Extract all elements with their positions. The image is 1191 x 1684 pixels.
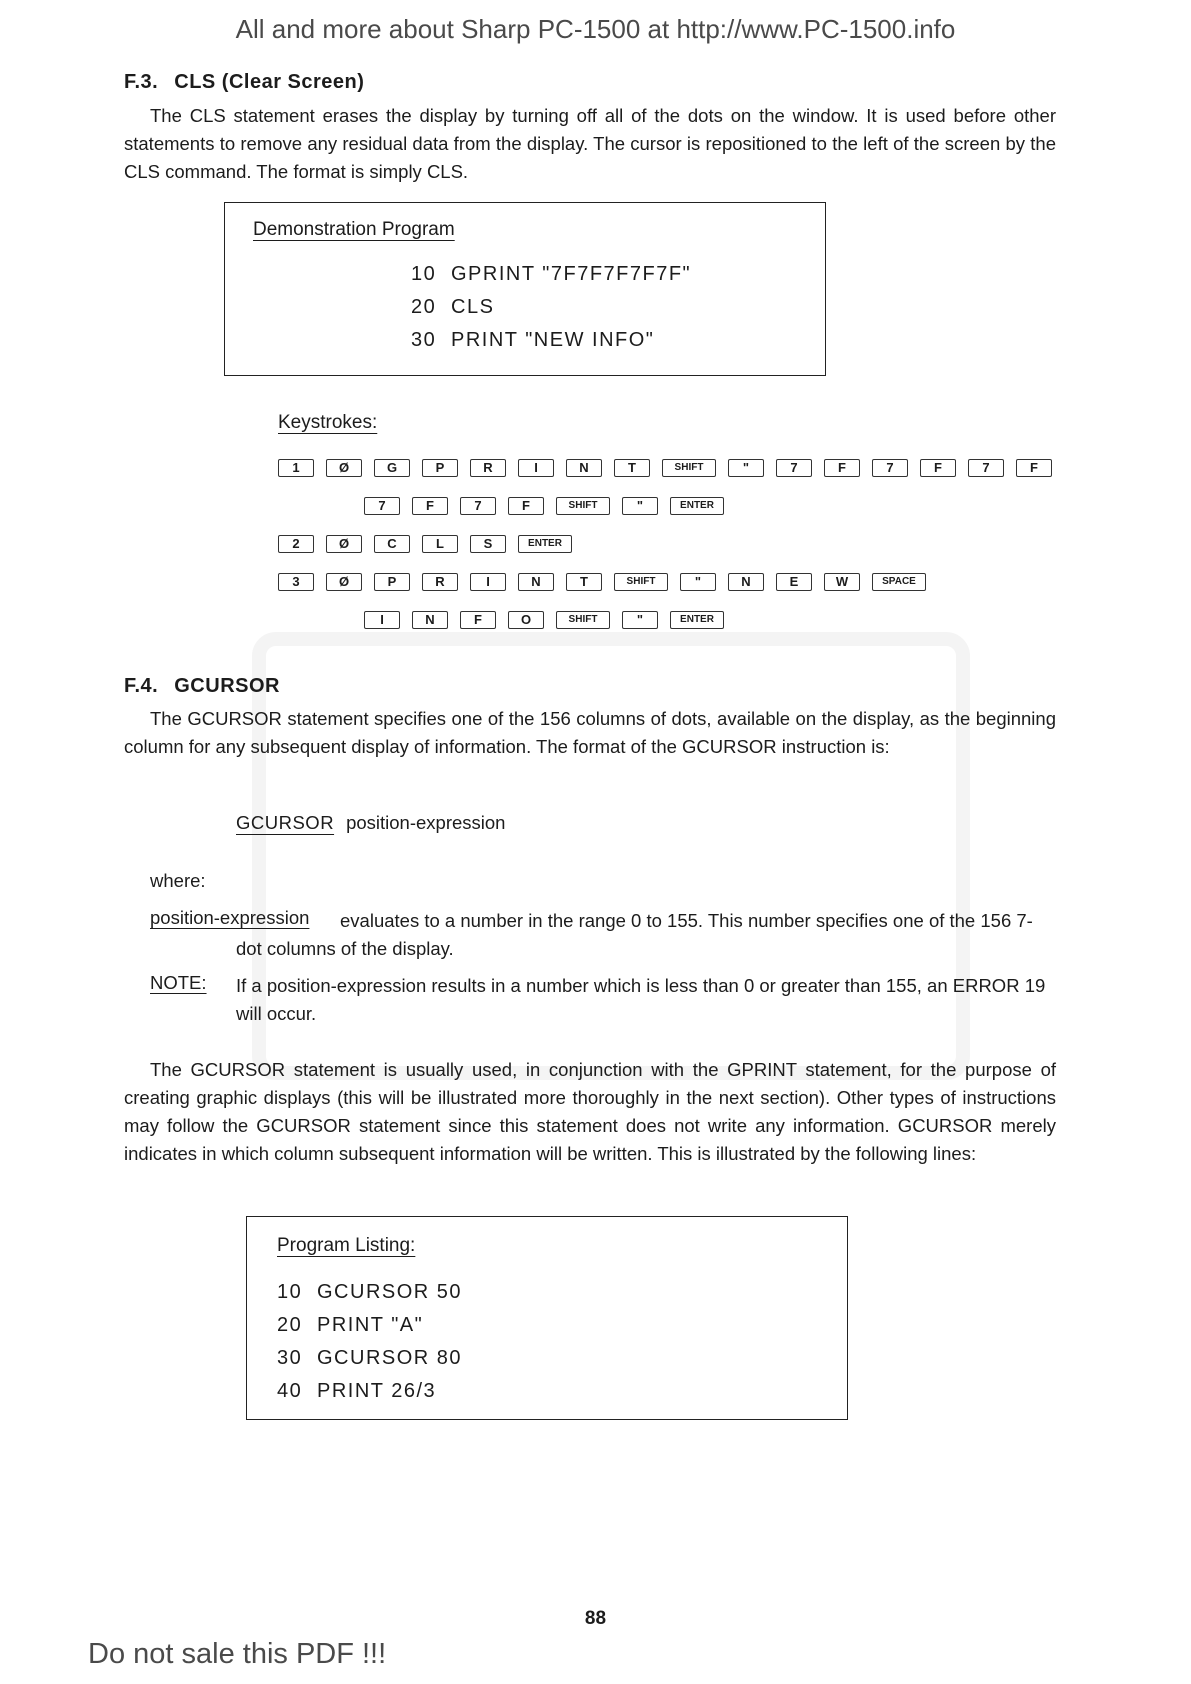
section-heading-f4 <box>124 675 280 698</box>
section-title: CLS (Clear Screen) <box>174 71 365 93</box>
definition-term: position-expression <box>150 907 310 928</box>
note-text: If a position-expression results in a number which is less than 0 or greater than 155, an ERROR 19 will occur. <box>236 975 1046 1024</box>
key-cap: " <box>728 459 764 477</box>
syntax-line <box>236 812 505 834</box>
key-cap: F <box>412 497 448 515</box>
paragraph-cls: The CLS statement erases the display by turning off all of the dots on the window. It is used before other statements to remove any residual data from the display. The cursor is repositioned to the left of the screen by the CLS command. The format is simply CLS. <box>124 105 1056 182</box>
key-cap: E <box>776 573 812 591</box>
key-cap: W <box>824 573 860 591</box>
code-line: 10 GPRINT "7F7F7F7F7F" <box>411 263 692 285</box>
section-title: GCURSOR <box>174 675 280 697</box>
key-cap: Ø <box>326 459 362 477</box>
key-cap: ENTER <box>670 497 724 515</box>
key-cap: 7 <box>776 459 812 477</box>
key-cap: 3 <box>278 573 314 591</box>
key-cap: SHIFT <box>614 573 668 591</box>
key-cap: 7 <box>460 497 496 515</box>
keystroke-row <box>278 573 926 591</box>
keystrokes-label: Keystrokes: <box>278 412 378 433</box>
key-cap: G <box>374 459 410 477</box>
key-cap: " <box>680 573 716 591</box>
key-cap: T <box>566 573 602 591</box>
paragraph-gcursor-intro: The GCURSOR statement specifies one of the 156 columns of dots, available on the display, as the beginning column for any subsequent display of information. The format of the GCURSOR instruction is: <box>124 708 1056 757</box>
section-number: F.3. <box>124 71 159 93</box>
key-cap: F <box>508 497 544 515</box>
key-cap: ENTER <box>670 611 724 629</box>
program-listing-title: Program Listing: <box>277 1235 416 1256</box>
key-cap: L <box>422 535 458 553</box>
key-cap: I <box>470 573 506 591</box>
code-line: 10 GCURSOR 50 <box>277 1281 463 1303</box>
key-cap: " <box>622 497 658 515</box>
key-cap: N <box>566 459 602 477</box>
demo-program-box <box>224 202 826 376</box>
key-cap: SHIFT <box>662 459 716 477</box>
key-cap: 1 <box>278 459 314 477</box>
definition-text: evaluates to a number in the range 0 to 155. This number specifies one of the 156 7-dot columns of the display. <box>236 910 1033 959</box>
footer-note: Do not sale this PDF !!! <box>88 1638 387 1670</box>
key-cap: O <box>508 611 544 629</box>
key-cap: 7 <box>968 459 1004 477</box>
key-cap: I <box>364 611 400 629</box>
key-cap: Ø <box>326 535 362 553</box>
section-heading-f3 <box>124 71 364 94</box>
program-listing-box <box>246 1216 848 1420</box>
key-cap: 7 <box>872 459 908 477</box>
key-cap: Ø <box>326 573 362 591</box>
keystroke-row <box>364 497 724 515</box>
code-line: 20 CLS <box>411 296 495 318</box>
key-cap: ENTER <box>518 535 572 553</box>
key-cap: P <box>374 573 410 591</box>
key-cap: F <box>920 459 956 477</box>
key-cap: I <box>518 459 554 477</box>
syntax-argument: position-expression <box>346 812 506 833</box>
keystroke-row <box>364 611 724 629</box>
demo-program-title: Demonstration Program <box>253 219 455 240</box>
key-cap: F <box>460 611 496 629</box>
key-cap: T <box>614 459 650 477</box>
where-label: where: <box>150 870 206 891</box>
key-cap: SPACE <box>872 573 926 591</box>
syntax-keyword: GCURSOR <box>236 812 335 833</box>
header-site-note: All and more about Sharp PC-1500 at http://www.PC-1500.info <box>235 14 956 44</box>
section-number: F.4. <box>124 675 159 697</box>
key-cap: F <box>824 459 860 477</box>
key-cap: S <box>470 535 506 553</box>
code-line: 30 GCURSOR 80 <box>277 1347 463 1369</box>
keystroke-row <box>278 535 572 553</box>
code-line: 20 PRINT "A" <box>277 1314 424 1336</box>
key-cap: F <box>1016 459 1052 477</box>
key-cap: P <box>422 459 458 477</box>
key-cap: R <box>470 459 506 477</box>
paragraph-gcursor-usage: The GCURSOR statement is usually used, in conjunction with the GPRINT statement, for the purpose of creating graphic displays (this will be illustrated more thoroughly in the next section). Other types of instructions may follow the GCURSOR statement since this statement does not write any information. GCURSOR merely indicates in which column subsequent information will be written. This is illustrated by the following lines: <box>124 1059 1056 1164</box>
key-cap: " <box>622 611 658 629</box>
key-cap: 7 <box>364 497 400 515</box>
note-label: NOTE: <box>150 972 207 993</box>
key-cap: N <box>728 573 764 591</box>
key-cap: 2 <box>278 535 314 553</box>
page-number: 88 <box>584 1608 607 1629</box>
key-cap: SHIFT <box>556 611 610 629</box>
key-cap: N <box>412 611 448 629</box>
code-line: 40 PRINT 26/3 <box>277 1380 437 1402</box>
key-cap: R <box>422 573 458 591</box>
key-cap: SHIFT <box>556 497 610 515</box>
key-cap: C <box>374 535 410 553</box>
keystroke-row <box>278 459 1052 477</box>
key-cap: N <box>518 573 554 591</box>
code-line: 30 PRINT "NEW INFO" <box>411 329 655 351</box>
